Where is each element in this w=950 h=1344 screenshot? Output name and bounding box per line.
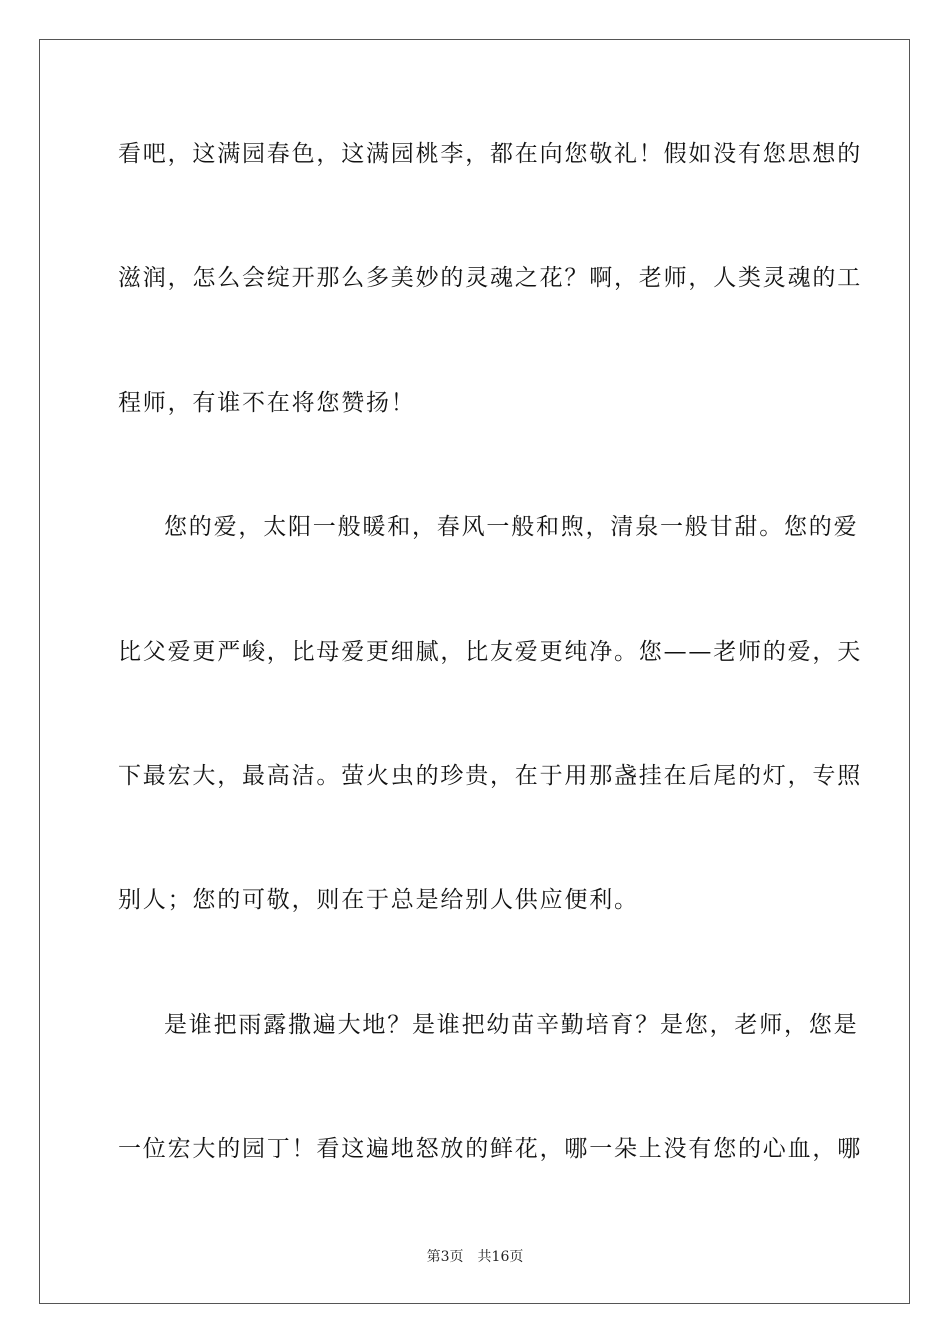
- text-line-9: 一位宏大的园丁！看这遍地怒放的鲜花，哪一朵上没有您的心血，哪: [118, 1136, 862, 1162]
- text-line-2: 滋润，怎么会绽开那么多美妙的灵魂之花？啊，老师，人类灵魂的工: [118, 265, 862, 291]
- page-number: 第3页: [426, 1249, 464, 1265]
- text-line-5: 比父爱更严峻，比母爱更细腻，比友爱更纯净。您——老师的爱，天: [118, 639, 862, 665]
- page-frame: [39, 39, 910, 1304]
- text-line-4: 您的爱，太阳一般暖和，春风一般和煦，清泉一般甘甜。您的爱: [164, 514, 859, 540]
- page-footer: [0, 1248, 950, 1266]
- text-line-7: 别人；您的可敬，则在于总是给别人供应便利。: [118, 887, 639, 913]
- text-line-8: 是谁把雨露撒遍大地？是谁把幼苗辛勤培育？是您，老师，您是: [164, 1012, 859, 1038]
- text-line-3: 程师，有谁不在将您赞扬！: [118, 390, 416, 416]
- text-line-6: 下最宏大，最高洁。萤火虫的珍贵，在于用那盏挂在后尾的灯，专照: [118, 763, 862, 789]
- page-total: 共16页: [477, 1249, 524, 1265]
- text-line-1: 看吧，这满园春色，这满园桃李，都在向您敬礼！假如没有您思想的: [118, 141, 862, 167]
